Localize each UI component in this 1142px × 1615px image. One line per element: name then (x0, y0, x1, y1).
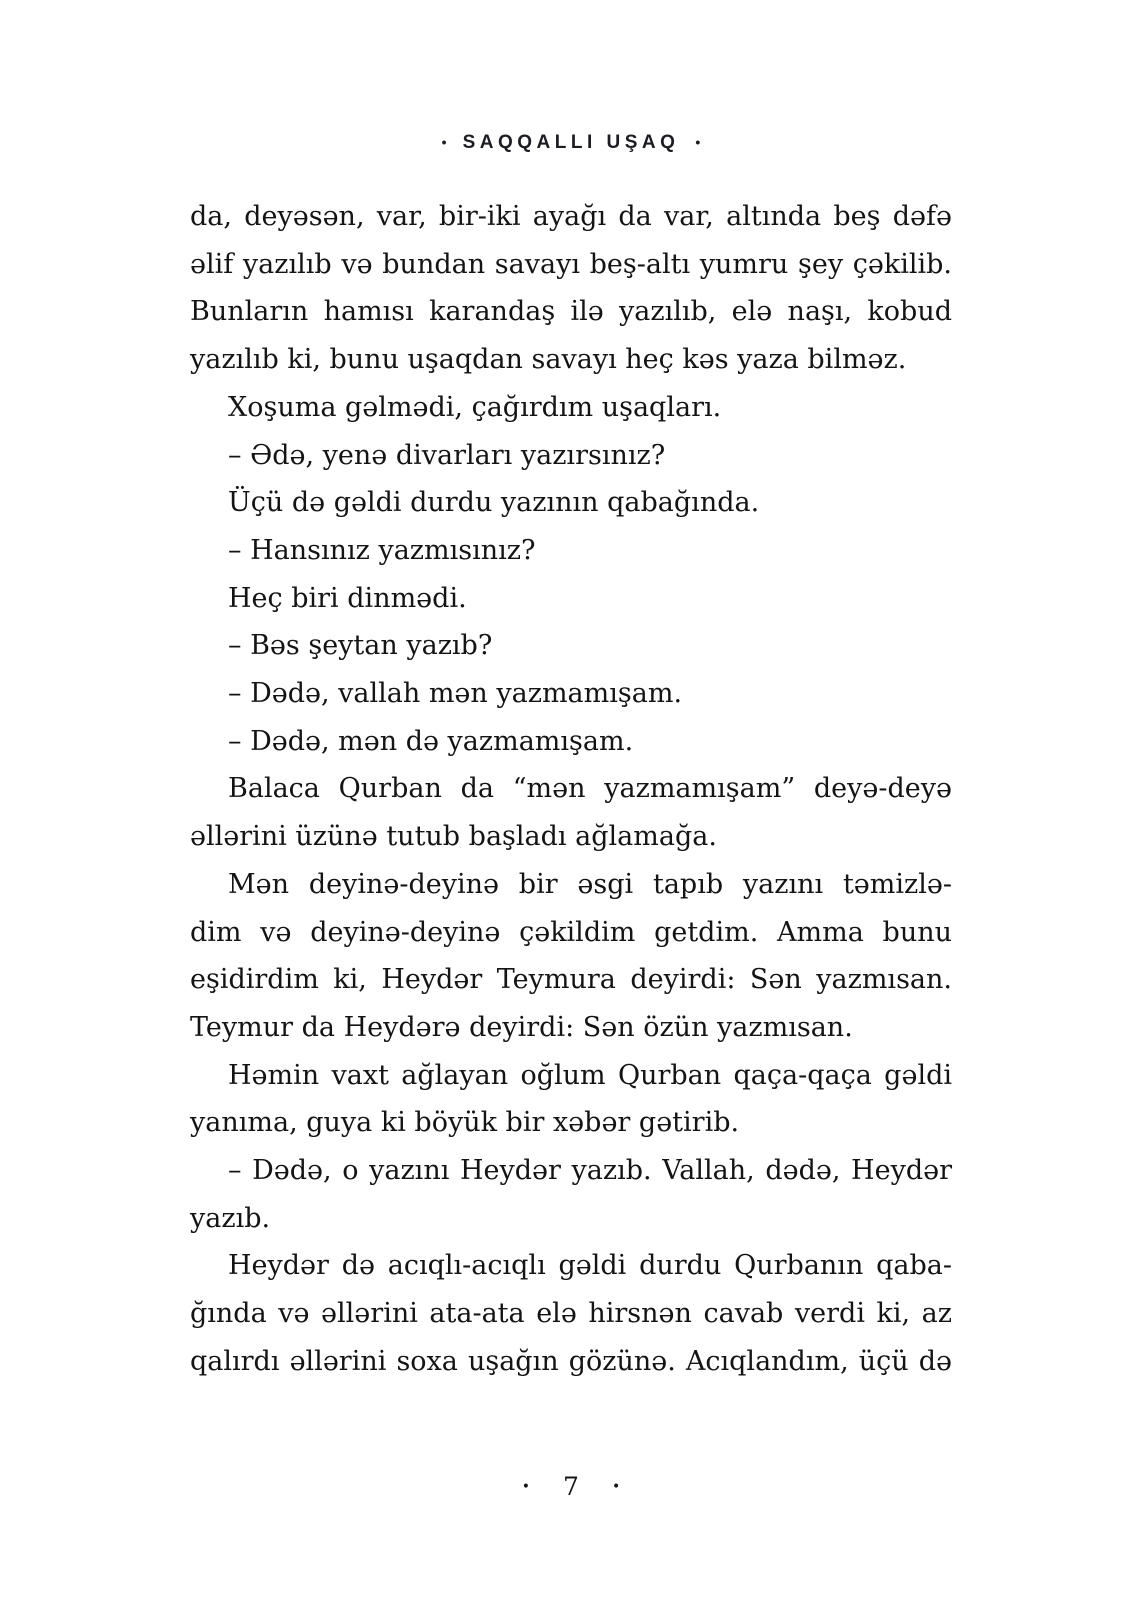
text-line: əllərini üzünə tutub başladı ağlamağa. (190, 821, 717, 853)
text-line: – Dədə, mən də yazmamışam. (228, 725, 634, 757)
chapter-title: SAQQALLI UŞAQ (462, 132, 680, 153)
text-line: dim və deyinə-deyinə çəkildim getdim. Amma bunu (190, 916, 952, 948)
text-line: yazıb. (190, 1202, 271, 1234)
body-text (190, 193, 952, 1386)
text-line: ğında və əllərini ata-ata elə hirsnən cavab verdi ki, az (190, 1298, 952, 1330)
page-number: 7 (563, 1472, 579, 1501)
text-line: Mən deyinə-deyinə bir əsgi tapıb yazını təmizlə- (228, 868, 952, 900)
header-left-bullet-icon: • (441, 134, 447, 150)
text-line: – Dədə, vallah mən yazmamışam. (228, 678, 683, 710)
text-line: da, deyəsən, var, bir-iki ayağı da var, altında beş dəfə (190, 201, 952, 232)
running-header (0, 132, 1142, 154)
text-line: yazılıb ki, bunu uşaqdan savayı heç kəs yaza bilməz. (190, 344, 907, 376)
text-line: Xoşuma gəlmədi, çağırdım uşaqları. (228, 391, 722, 423)
text-line: Balaca Qurban da “mən yazmamışam” deyə-deyə (228, 773, 952, 805)
text-line: Heydər də acıqlı-acıqlı gəldi durdu Qurbanın qaba- (228, 1250, 952, 1282)
text-line: Heç biri dinmədi. (228, 582, 467, 614)
text-line: eşidirdim ki, Heydər Teymura deyirdi: Sən yazmısan. (190, 964, 952, 996)
text-line: Bunların hamısı karandaş ilə yazılıb, elə naşı, kobud (190, 296, 952, 328)
text-line: əlif yazılıb və bundan savayı beş-altı yumru şey çəkilib. (190, 248, 952, 280)
page-footer (0, 1474, 1142, 1499)
header-right-bullet-icon: • (695, 134, 701, 150)
footer-left-bullet-icon: • (521, 1478, 531, 1495)
text-line: – Hansınız yazmısınız? (228, 534, 536, 566)
text-line: Teymur da Heydərə deyirdi: Sən özün yazmısan. (190, 1011, 853, 1043)
footer-right-bullet-icon: • (611, 1478, 621, 1495)
text-line: qalırdı əllərini soxa uşağın gözünə. Acıqlandım, üçü də (190, 1345, 952, 1377)
text-line: Həmin vaxt ağlayan oğlum Qurban qaça-qaça gəldi (228, 1059, 952, 1091)
text-line: Üçü də gəldi durdu yazının qabağında. (228, 487, 760, 519)
text-line: – Bəs şeytan yazıb? (228, 630, 493, 662)
text-line: – Ədə, yenə divarları yazırsınız? (228, 439, 666, 471)
text-line: – Dədə, o yazını Heydər yazıb. Vallah, dədə, Heydər (228, 1155, 952, 1187)
text-line: yanıma, guya ki böyük bir xəbər gətirib. (190, 1107, 740, 1139)
